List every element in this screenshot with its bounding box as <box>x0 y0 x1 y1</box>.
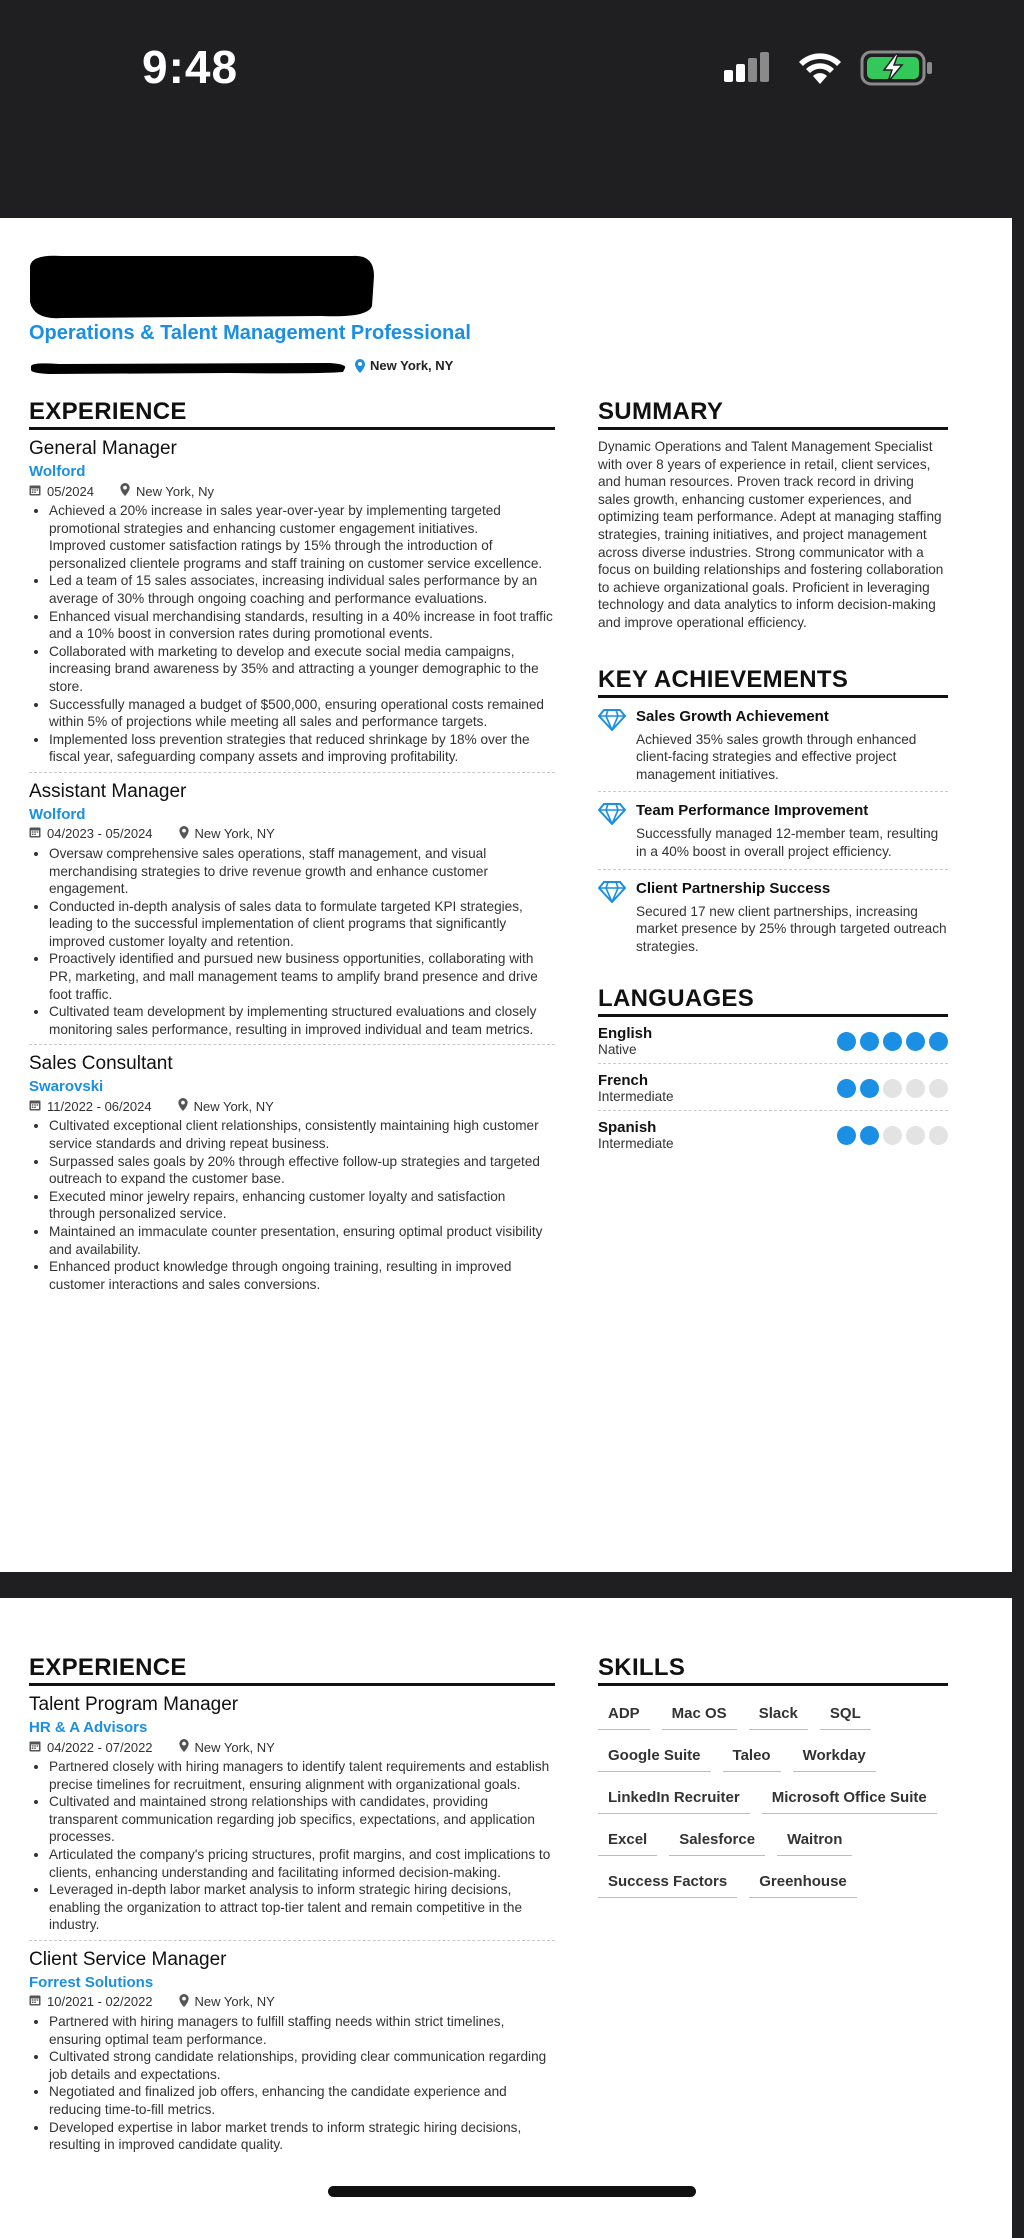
map-pin-icon <box>179 1739 189 1755</box>
job-dates: 10/2021 - 02/2022 <box>47 1994 153 2010</box>
bullet-item: • Cultivated team development by implementing structured evaluations and closely monitoring sales performance, resulting in improved individual and team metrics. <box>49 1003 555 1038</box>
skill-tag: Workday <box>793 1738 876 1772</box>
job-dates: 11/2022 - 06/2024 <box>47 1098 152 1114</box>
job-entry <box>29 773 555 1046</box>
skill-tag: Slack <box>749 1696 808 1730</box>
job-meta <box>29 826 555 842</box>
calendar-icon <box>29 826 41 841</box>
bullet-item: • Partnered with hiring managers to fulfill staffing needs within strict timelines, ensuring optimal team performance. <box>49 2013 555 2048</box>
rating-dot-empty <box>929 1126 948 1145</box>
bullet-item: • Achieved a 20% increase in sales year-over-year by implementing targeted promotional strategies and enhancing customer engagement initiatives. Improved customer satisfaction ratings by 15% through the introduction of personalized clientele programs and staff training on customer service excellence. <box>49 502 555 572</box>
languages-list <box>598 1017 948 1157</box>
job-location: New York, NY <box>194 1739 275 1755</box>
map-pin-icon <box>179 826 189 842</box>
cellular-signal-icon <box>724 52 768 82</box>
language-info <box>598 1119 674 1151</box>
headline: Operations & Talent Management Professional <box>29 322 471 344</box>
wifi-icon <box>796 50 844 86</box>
calendar-icon <box>29 1740 41 1755</box>
job-location: New York, NY <box>194 1994 275 2010</box>
languages-title: LANGUAGES <box>598 985 948 1017</box>
job-location: New York, NY <box>193 1098 274 1114</box>
bullet-item: • Partnered closely with hiring managers to identify talent requirements and establish precise timelines for recruitment, ensuring alignment with organizational goals. <box>49 1758 555 1793</box>
job-location: New York, Ny <box>136 483 215 499</box>
bullet-item: • Cultivated exceptional client relationships, consistently maintaining high customer service standards and driving repeat business. <box>49 1117 555 1152</box>
language-level: Intermediate <box>598 1089 674 1105</box>
experience-list <box>29 430 555 1299</box>
skill-tag: Mac OS <box>662 1696 737 1730</box>
skill-tag: Waitron <box>777 1822 852 1856</box>
job-meta <box>29 1994 555 2010</box>
achievement-title: Team Performance Improvement <box>636 802 869 820</box>
language-level: Intermediate <box>598 1136 674 1152</box>
job-bullets <box>29 1117 555 1293</box>
home-indicator[interactable] <box>328 2186 696 2197</box>
job-meta <box>29 1098 555 1114</box>
achievements-list <box>598 698 948 964</box>
redacted-email <box>29 362 349 374</box>
experience-title-2: EXPERIENCE <box>29 1654 555 1686</box>
skill-tag: Microsoft Office Suite <box>762 1780 937 1814</box>
bullet-item: • Enhanced product knowledge through ongoing training, resulting in improved customer interactions and sales conversions. <box>49 1258 555 1293</box>
rating-dot-filled <box>860 1032 879 1051</box>
company-name: Swarovski <box>29 1078 104 1096</box>
language-name: Spanish <box>598 1119 657 1137</box>
job-bullets <box>29 502 555 766</box>
bullet-item: • Maintained an immaculate counter presentation, ensuring optimal product visibility and availability. <box>49 1223 555 1258</box>
redacted-name <box>22 246 382 324</box>
job-dates: 04/2022 - 07/2022 <box>47 1739 153 1755</box>
bullet-item: • Articulated the company's pricing structures, profit margins, and cost implications to clients, enhancing understanding and facilitating informed decision-making. <box>49 1846 555 1881</box>
bullet-item: • Led a team of 15 sales associates, increasing individual sales performance by an average of 30% through ongoing coaching and performance evaluations. <box>49 572 555 607</box>
skill-tag: ADP <box>598 1696 650 1730</box>
bullet-item: • Cultivated strong candidate relationships, providing clear communication regarding job details and expectations. <box>49 2048 555 2083</box>
rating-dot-empty <box>883 1079 902 1098</box>
rating-dot-filled <box>837 1079 856 1098</box>
header-location <box>355 358 453 373</box>
skill-tag: Taleo <box>723 1738 781 1772</box>
calendar-icon <box>29 1994 41 2009</box>
rating-dot-filled <box>837 1032 856 1051</box>
language-item <box>598 1017 948 1064</box>
language-rating <box>837 1079 948 1098</box>
bullet-item: • Developed expertise in labor market trends to inform strategic hiring decisions, resulting in improved candidate quality. <box>49 2119 555 2154</box>
skill-tag: Excel <box>598 1822 657 1856</box>
achievement-desc: Successfully managed 12-member team, resulting in a 40% boost in overall project efficiency. <box>636 826 939 859</box>
achievement-desc: Achieved 35% sales growth through enhanced client-facing strategies and effective project management initiatives. <box>636 731 917 782</box>
map-pin-icon <box>355 359 365 373</box>
skills-list <box>598 1696 958 1906</box>
company-name: Forrest Solutions <box>29 1973 154 1991</box>
job-entry <box>29 1941 555 2160</box>
achievement-body <box>636 708 948 784</box>
bullet-item: • Conducted in-depth analysis of sales data to formulate targeted KPI strategies, leading to the successful implementation of client programs that significantly improved customer loyalty and retention. <box>49 898 555 951</box>
rating-dot-filled <box>929 1032 948 1051</box>
resume-page-2 <box>0 1598 1012 2238</box>
job-meta <box>29 1739 555 1755</box>
job-title: Assistant Manager <box>29 780 187 802</box>
job-bullets <box>29 845 555 1039</box>
bullet-item: • Executed minor jewelry repairs, enhancing customer loyalty and satisfaction through personalized service. <box>49 1188 555 1223</box>
status-time: 9:48 <box>142 41 239 93</box>
company-name: Wolford <box>29 463 86 480</box>
map-pin-icon <box>120 483 130 499</box>
language-level: Native <box>598 1042 637 1058</box>
achievement-title: Sales Growth Achievement <box>636 707 829 725</box>
job-location: New York, NY <box>194 826 275 842</box>
skill-tag: Success Factors <box>598 1864 737 1898</box>
job-title: Sales Consultant <box>29 1053 173 1075</box>
map-pin-icon <box>179 1994 189 2010</box>
bullet-item: • Collaborated with marketing to develop and execute social media campaigns, increasing brand awareness by 35% and attracting a younger demographic to the store. <box>49 643 555 696</box>
job-dates: 04/2023 - 05/2024 <box>47 826 153 842</box>
language-info <box>598 1025 652 1057</box>
job-title: Talent Program Manager <box>29 1694 239 1715</box>
experience-section-2 <box>29 1654 555 2160</box>
language-rating <box>837 1126 948 1145</box>
job-bullets <box>29 1758 555 1934</box>
bullet-item: • Proactively identified and pursued new business opportunities, collaborating with PR, marketing, and mall management teams to amplify brand presence and drive foot traffic. <box>49 950 555 1003</box>
header-location-text: New York, NY <box>370 358 454 373</box>
experience-title: EXPERIENCE <box>29 398 555 430</box>
job-entry <box>29 1686 555 1941</box>
calendar-icon <box>29 1099 41 1114</box>
language-name: French <box>598 1072 649 1090</box>
bullet-item: • Successfully managed a budget of $500,000, ensuring operational costs remained within 5% of projections while meeting all sales and performance targets. <box>49 696 555 731</box>
bullet-item: • Surpassed sales goals by 20% through effective follow-up strategies and targeted outreach to expand the customer base. <box>49 1153 555 1188</box>
summary-title: SUMMARY <box>598 398 948 430</box>
achievement-item <box>598 698 948 793</box>
language-rating <box>837 1032 948 1051</box>
summary-text: Dynamic Operations and Talent Management Specialist with over 8 years of experience in retail, client services, and human resources. Proven track record in driving sales growth, enhancing customer experiences, and optimizing team performance. Adept at managing staffing strategies, training initiatives, and project management across diverse industries. Strong communicator with a focus on building relationships and fostering collaboration to achieve organizational goals. Proficient in leveraging technology and data analytics to inform decision-making and improve operational efficiency. <box>598 439 944 630</box>
skill-tag: Google Suite <box>598 1738 711 1772</box>
job-entry <box>29 430 555 773</box>
calendar-icon <box>29 484 41 499</box>
company-name: Wolford <box>29 805 86 823</box>
rating-dot-filled <box>906 1032 925 1051</box>
rating-dot-empty <box>906 1079 925 1098</box>
skills-title: SKILLS <box>598 1654 948 1686</box>
rating-dot-empty <box>906 1126 925 1145</box>
language-info <box>598 1072 674 1104</box>
bullet-item: • Enhanced visual merchandising standards, resulting in a 40% increase in foot traffic and a 10% boost in conversion rates during promotional events. <box>49 608 555 643</box>
language-item <box>598 1111 948 1157</box>
company-name: HR & A Advisors <box>29 1719 148 1736</box>
bullet-item: • Cultivated and maintained strong relationships with candidates, providing transparent communication regarding job specifics, expectations, and application processes. <box>49 1793 555 1846</box>
contact-line <box>29 356 509 378</box>
job-title: Client Service Manager <box>29 1948 227 1970</box>
diamond-icon <box>598 708 626 784</box>
language-name: English <box>598 1025 653 1043</box>
achievement-item <box>598 870 948 964</box>
achievement-title: Client Partnership Success <box>636 879 831 897</box>
achievement-item <box>598 792 948 869</box>
job-bullets <box>29 2013 555 2154</box>
bullet-item: • Leveraged in-depth labor market analysis to inform strategic hiring decisions, enabling the organization to attract top-tier talent and remain competitive in the industry. <box>49 1881 555 1934</box>
skill-tag: LinkedIn Recruiter <box>598 1780 750 1814</box>
diamond-icon <box>598 880 626 956</box>
status-bar <box>0 0 1024 218</box>
achievement-desc: Secured 17 new client partnerships, increasing market presence by 25% through targeted outreach strategies. <box>636 903 947 954</box>
skill-tag: Greenhouse <box>749 1864 857 1898</box>
battery-charging-icon <box>860 50 934 86</box>
diamond-icon <box>598 802 626 860</box>
achievement-body <box>636 802 948 860</box>
rating-dot-empty <box>929 1079 948 1098</box>
rating-dot-filled <box>860 1079 879 1098</box>
experience-section <box>29 398 555 1299</box>
key-achievements-title: KEY ACHIEVEMENTS <box>598 666 948 698</box>
rating-dot-empty <box>883 1126 902 1145</box>
job-dates: 05/2024 <box>47 483 94 499</box>
experience-list-2 <box>29 1686 555 2160</box>
right-column <box>598 398 948 1157</box>
bullet-item: • Implemented loss prevention strategies that reduced shrinkage by 18% over the fiscal year, safeguarding company assets and improving profitability. <box>49 731 555 766</box>
rating-dot-filled <box>860 1126 879 1145</box>
bullet-item: • Oversaw comprehensive sales operations, staff management, and visual merchandising strategies to drive revenue growth and enhance customer engagement. <box>49 845 555 898</box>
skill-tag: SQL <box>820 1696 871 1730</box>
resume-page-1 <box>0 218 1012 1572</box>
skills-section <box>598 1654 948 1906</box>
rating-dot-filled <box>837 1126 856 1145</box>
job-title: General Manager <box>29 438 177 459</box>
job-entry <box>29 1045 555 1299</box>
job-meta <box>29 483 555 499</box>
map-pin-icon <box>178 1098 188 1114</box>
bullet-item: • Negotiated and finalized job offers, enhancing the candidate experience and reducing time-to-fill metrics. <box>49 2083 555 2118</box>
rating-dot-filled <box>883 1032 902 1051</box>
language-item <box>598 1064 948 1111</box>
skill-tag: Salesforce <box>669 1822 765 1856</box>
achievement-body <box>636 880 948 956</box>
